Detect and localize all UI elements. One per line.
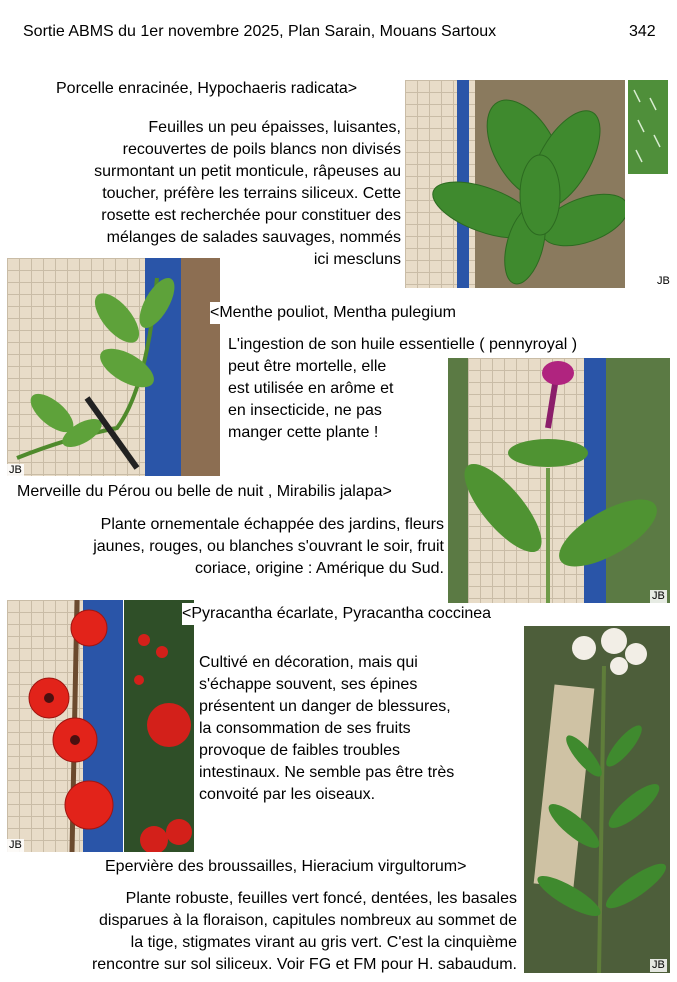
description-line: rencontre sur sol siliceux. Voir FG et FM pour H. sabaudum. [91,956,517,973]
page-number: 342 [629,23,656,40]
description-line: rosette est recherchée pour constituer des [101,207,401,224]
species-title-hypochaeris: Porcelle enracinée, Hypochaeris radicata> [56,78,357,100]
description-line: peut être mortelle, elle [228,358,387,375]
species-description-pyracantha [199,652,454,806]
description-line: intestinaux. Ne semble pas être très [199,764,455,781]
description-line: en insecticide, ne pas [228,402,382,419]
photo-hieracium-virgultorum [524,626,670,973]
photo-pyracantha-branch [124,600,194,852]
species-title-hieracium: Epervière des broussailles, Hieracium virgultorum> [105,856,466,878]
description-line: coriace, origine : Amérique du Sud. [194,560,444,577]
photo-credit: JB [652,590,665,602]
description-line: recouvertes de poils blancs non divisés [122,141,401,158]
photo-credit: JB [9,464,22,476]
description-line: disparues à la floraison, capitules nombreux au sommet de [99,912,517,929]
description-line: jaunes, rouges, ou blanches s'ouvrant le soir, fruit [93,538,444,555]
description-line: la consommation de ses fruits [199,720,411,737]
species-title-mentha: <Menthe pouliot, Mentha pulegium [210,302,456,324]
description-line: présentent un danger de blessures, [199,698,451,715]
species-description-hieracium [92,888,517,976]
photo-hypochaeris-rosette [405,80,625,288]
description-line: manger cette plante ! [228,424,379,441]
photo-mentha-pulegium [7,258,220,476]
description-line: Plante robuste, feuilles vert foncé, dentées, les basales [125,890,517,907]
species-title-mirabilis: Merveille du Pérou ou belle de nuit , Mirabilis jalapa> [17,481,392,503]
description-line: Plante ornementale échappée des jardins, fleurs [100,516,444,533]
photo-pyracantha-fruits [7,600,123,852]
page-title: Sortie ABMS du 1er novembre 2025, Plan Sarain, Mouans Sartoux [23,23,497,40]
description-line: mélanges de salades sauvages, nommés [106,229,401,246]
description-line: provoque de faibles troubles [199,742,401,759]
species-description-hypochaeris [94,117,401,271]
description-line: convoité par les oiseaux. [199,786,376,803]
photo-credit: JB [9,839,22,851]
description-line: s'échappe souvent, ses épines [199,676,418,693]
species-title-pyracantha: <Pyracantha écarlate, Pyracantha coccinea [182,603,491,625]
description-line: toucher, préfère les terrains siliceux. Cette [102,185,401,202]
description-line: Feuilles un peu épaisses, luisantes, [148,119,401,136]
description-line: surmontant un petit monticule, râpeuses au [94,163,401,180]
photo-mirabilis-jalapa [448,358,670,603]
photo-credit: JB [652,959,665,971]
photo-hypochaeris-leaf-hairs [628,80,668,174]
description-line: Cultivé en décoration, mais qui [199,654,418,671]
description-line: la tige, stigmates virant au gris vert. C'est la cinquième [130,934,517,951]
photo-credit: JB [657,275,670,287]
description-line: L'ingestion de son huile essentielle ( pennyroyal ) [228,336,578,353]
species-description-mirabilis [93,514,444,580]
description-line: est utilisée en arôme et [228,380,394,397]
description-line: ici mescluns [313,251,401,268]
